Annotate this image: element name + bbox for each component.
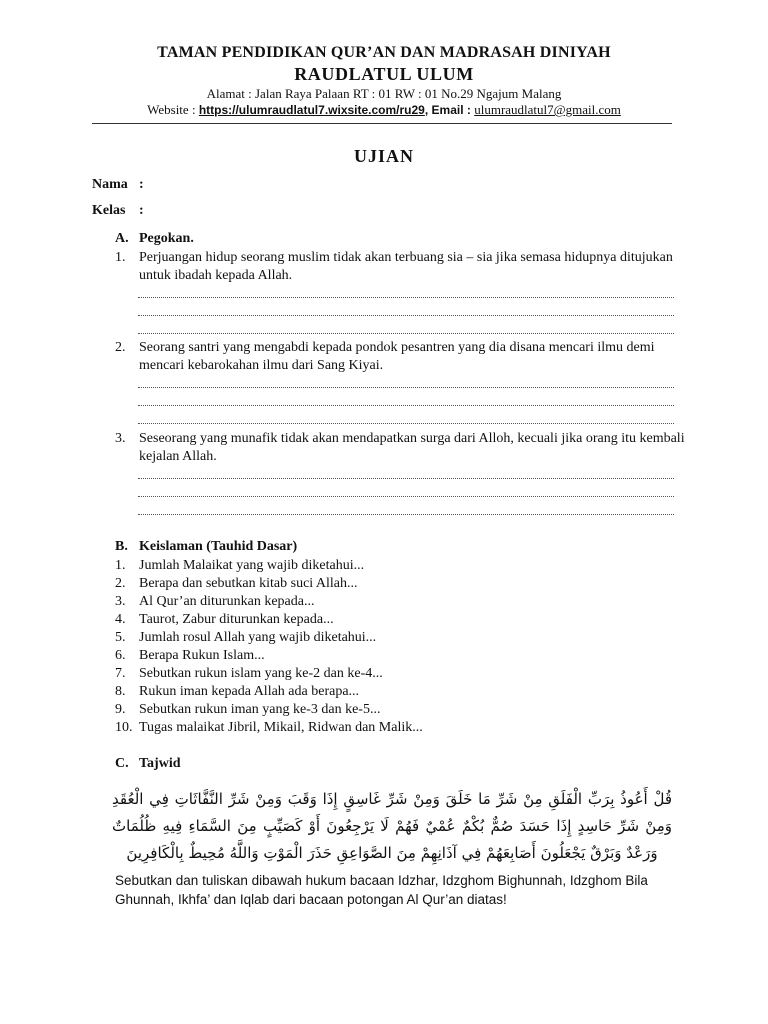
question-text: Perjuangan hidup seorang muslim tidak akan terbuang sia – sia jika semasa hidupnya ditujukan untuk ibadah kepada Allah. [139, 250, 673, 283]
answer-line[interactable] [138, 386, 674, 388]
list-item [115, 683, 359, 701]
list-item [115, 575, 358, 593]
list-item [115, 611, 334, 629]
item-text: Jumlah rosul Allah yang wajib diketahui... [139, 630, 377, 645]
answer-line[interactable] [138, 495, 674, 497]
item-number: 1. [115, 558, 126, 573]
list-item [115, 629, 376, 647]
list-item [115, 701, 380, 719]
item-number: 6. [115, 648, 126, 663]
header-divider [92, 123, 672, 124]
name-label: Nama [92, 177, 128, 192]
question-a2 [115, 339, 685, 375]
class-label: Kelas [92, 203, 126, 218]
list-item [115, 647, 265, 665]
question-number: 1. [115, 250, 126, 265]
item-number: 2. [115, 576, 126, 591]
class-field [92, 203, 144, 219]
answer-line[interactable] [138, 513, 674, 515]
item-number: 7. [115, 666, 126, 681]
section-b-heading [115, 539, 297, 555]
section-a-letter: A. [115, 231, 129, 246]
name-field [92, 177, 144, 193]
email-label: , Email : [424, 103, 475, 117]
answer-line[interactable] [138, 296, 674, 298]
website-label: Website : [147, 102, 199, 117]
email-link[interactable]: ulumraudlatul7@gmail.com [474, 102, 621, 117]
question-text: Seseorang yang munafik tidak akan mendapatkan surga dari Alloh, kecuali jika orang itu kembali kejalan Allah. [139, 431, 685, 464]
item-number: 9. [115, 702, 126, 717]
item-text: Sebutkan rukun iman yang ke-3 dan ke-5... [139, 702, 381, 717]
question-number: 2. [115, 340, 126, 355]
section-a-heading [115, 231, 194, 247]
section-c-letter: C. [115, 756, 129, 771]
name-colon: : [139, 177, 144, 192]
section-b-title: Keislaman (Tauhid Dasar) [139, 539, 298, 554]
section-c-heading [115, 756, 181, 772]
tajwid-instruction: Sebutkan dan tuliskan dibawah hukum bacaan Idzhar, Idzghom Bighunnah, Idzghom Bila Ghunnah, Ikhfa’ dan Iqlab dari bacaan potongan Al Qur’an diatas! [115, 873, 648, 907]
answer-line[interactable] [138, 477, 674, 479]
question-text: Seorang santri yang mengabdi kepada pondok pesantren yang dia disana mencari ilmu demi mencari kebarokahan ilmu dari Sang Kiyai. [139, 340, 655, 373]
answer-line[interactable] [138, 404, 674, 406]
arabic-passage: قُلْ أَعُوذُ بِرَبِّ الْفَلَقِ مِنْ شَرِّ مَا خَلَقَ وَمِنْ شَرِّ غَاسِقٍ إِذَا وَقَبَ وَمِنْ شَرِّ النَّفَّاثَاتِ فِي الْعُقَدِ وَمِنْ شَرِّ حَاسِدٍ إِذَا حَسَدَ صُمٌّ بُكْمٌ عُمْيٌ فَهُمْ لَا يَرْجِعُونَ أَوْ كَصَيِّبٍ مِنَ السَّمَاءِ فِيهِ ظُلُمَاتٌ وَرَعْدٌ وَبَرْقٌ يَجْعَلُونَ أَصَابِعَهُمْ فِي آذَانِهِمْ مِنَ الصَّوَاعِقِ حَذَرَ الْمَوْتِ وَاللَّهُ مُحِيطٌ بِالْكَافِرِينَ [112, 790, 672, 862]
answer-line[interactable] [138, 332, 674, 334]
answer-line[interactable] [138, 314, 674, 316]
item-text: Jumlah Malaikat yang wajib diketahui... [139, 558, 365, 573]
question-a3 [115, 430, 685, 466]
section-a-title: Pegokan. [139, 231, 194, 246]
class-colon: : [139, 203, 144, 218]
item-text: Taurot, Zabur diturunkan kepada... [139, 612, 334, 627]
school-contact [0, 102, 768, 118]
list-item [115, 719, 423, 737]
list-item [115, 665, 383, 683]
item-number: 4. [115, 612, 126, 627]
item-number: 8. [115, 684, 126, 699]
section-c-title: Tajwid [139, 756, 181, 771]
school-name-line2: RAUDLATUL ULUM [294, 64, 474, 84]
question-number: 3. [115, 431, 126, 446]
answer-line[interactable] [138, 422, 674, 424]
item-text: Berapa dan sebutkan kitab suci Allah... [139, 576, 358, 591]
item-text: Sebutkan rukun islam yang ke-2 dan ke-4... [139, 666, 383, 681]
school-address: Alamat : Jalan Raya Palaan RT : 01 RW : 01 No.29 Ngajum Malang [206, 86, 562, 101]
website-link[interactable]: https://ulumraudlatul7.wixsite.com/ru29 [198, 103, 425, 117]
item-number: 3. [115, 594, 126, 609]
exam-title: UJIAN [353, 146, 414, 166]
item-text: Berapa Rukun Islam... [139, 648, 265, 663]
item-number: 5. [115, 630, 126, 645]
item-number: 10. [115, 720, 133, 735]
item-text: Rukun iman kepada Allah ada berapa... [139, 684, 360, 699]
section-b-letter: B. [115, 539, 128, 554]
list-item [115, 557, 364, 575]
item-text: Al Qur’an diturunkan kepada... [139, 594, 315, 609]
item-text: Tugas malaikat Jibril, Mikail, Ridwan dan Malik... [139, 720, 423, 735]
list-item [115, 593, 314, 611]
school-name-line1: TAMAN PENDIDIKAN QUR’AN DAN MADRASAH DINIYAH [157, 44, 611, 61]
question-a1 [115, 249, 685, 285]
